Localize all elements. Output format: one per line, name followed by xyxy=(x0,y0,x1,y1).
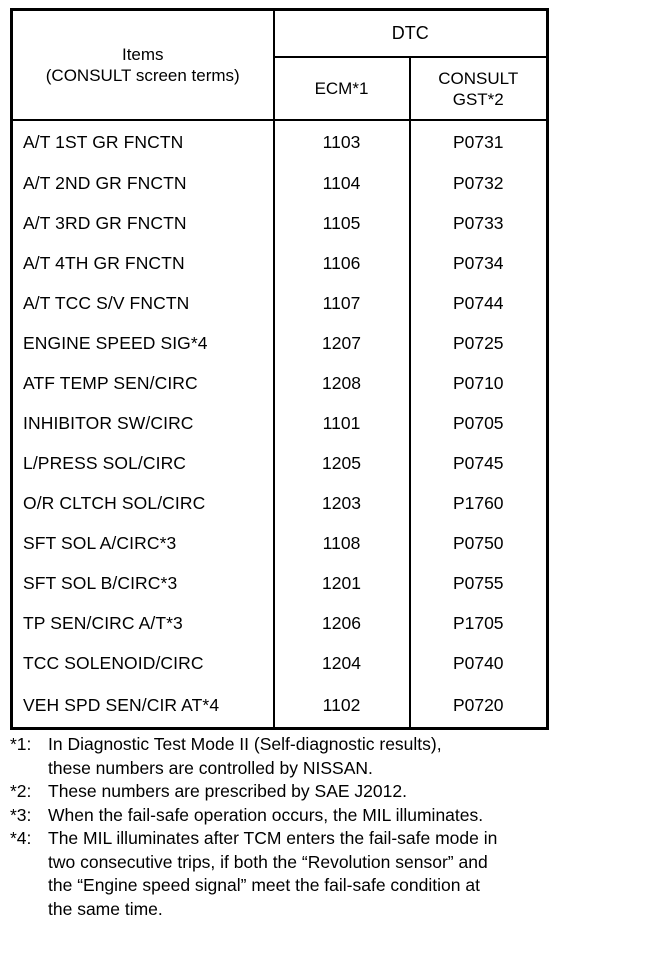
footnote-line: the “Engine speed signal” meet the fail-safe condition at xyxy=(48,875,480,895)
table-row xyxy=(12,643,548,683)
item-cell: TCC SOLENOID/CIRC xyxy=(12,643,274,683)
gst-cell: P1705 xyxy=(410,603,548,643)
item-cell: A/T 2ND GR FNCTN xyxy=(12,163,274,203)
table-row xyxy=(12,323,548,363)
table-row xyxy=(12,120,548,163)
footnote-mark: *1: xyxy=(10,734,32,754)
table-row xyxy=(12,203,548,243)
table-row xyxy=(12,283,548,323)
header-dtc: DTC xyxy=(274,10,548,58)
gst-cell: P0733 xyxy=(410,203,548,243)
footnote-mark: *2: xyxy=(10,781,32,801)
ecm-cell: 1208 xyxy=(274,363,410,403)
footnote-text xyxy=(48,804,670,828)
item-cell: ATF TEMP SEN/CIRC xyxy=(12,363,274,403)
footnote xyxy=(10,827,670,921)
item-cell: A/T 4TH GR FNCTN xyxy=(12,243,274,283)
header-consult-line2: GST*2 xyxy=(452,89,504,109)
gst-cell: P0745 xyxy=(410,443,548,483)
item-cell: A/T 3RD GR FNCTN xyxy=(12,203,274,243)
table-row xyxy=(12,523,548,563)
ecm-cell: 1101 xyxy=(274,403,410,443)
gst-cell: P0755 xyxy=(410,563,548,603)
footnote-mark: *3: xyxy=(10,804,32,825)
gst-cell: P0720 xyxy=(410,683,548,729)
item-cell: O/R CLTCH SOL/CIRC xyxy=(12,483,274,523)
table-body xyxy=(12,120,548,729)
ecm-cell: 1207 xyxy=(274,323,410,363)
ecm-cell: 1203 xyxy=(274,483,410,523)
item-cell: SFT SOL B/CIRC*3 xyxy=(12,563,274,603)
footnote-line: the same time. xyxy=(48,898,163,919)
header-ecm: ECM*1 xyxy=(274,57,410,120)
item-cell: A/T 1ST GR FNCTN xyxy=(12,120,274,163)
item-cell: TP SEN/CIRC A/T*3 xyxy=(12,603,274,643)
table-row xyxy=(12,563,548,603)
footnote-mark: *4: xyxy=(10,828,32,848)
footnote-line: two consecutive trips, if both the “Revolution sensor” and xyxy=(48,851,488,872)
footnote xyxy=(10,804,670,828)
item-cell: SFT SOL A/CIRC*3 xyxy=(12,523,274,563)
gst-cell: P0750 xyxy=(410,523,548,563)
table-row xyxy=(12,243,548,283)
ecm-cell: 1204 xyxy=(274,643,410,683)
ecm-cell: 1103 xyxy=(274,120,410,163)
table-row xyxy=(12,363,548,403)
ecm-cell: 1106 xyxy=(274,243,410,283)
item-cell: INHIBITOR SW/CIRC xyxy=(12,403,274,443)
item-cell: L/PRESS SOL/CIRC xyxy=(12,443,274,483)
footnote-line: When the fail-safe operation occurs, the MIL illuminates. xyxy=(48,804,484,825)
table-row xyxy=(12,443,548,483)
footnotes xyxy=(10,733,670,921)
footnote-text xyxy=(48,827,670,921)
header-consult-line1: CONSULT xyxy=(438,68,519,88)
table-row xyxy=(12,163,548,203)
item-cell: ENGINE SPEED SIG*4 xyxy=(12,323,274,363)
footnote xyxy=(10,780,670,804)
gst-cell: P1760 xyxy=(410,483,548,523)
table-row xyxy=(12,603,548,643)
gst-cell: P0710 xyxy=(410,363,548,403)
table-row xyxy=(12,683,548,729)
gst-cell: P0740 xyxy=(410,643,548,683)
footnote-line: The MIL illuminates after TCM enters the fail-safe mode in xyxy=(48,828,498,848)
gst-cell: P0725 xyxy=(410,323,548,363)
dtc-table xyxy=(10,8,549,730)
header-items-title: Items xyxy=(121,45,164,64)
ecm-cell: 1108 xyxy=(274,523,410,563)
footnote-line: These numbers are prescribed by SAE J2012. xyxy=(48,781,407,801)
footnote-line: these numbers are controlled by NISSAN. xyxy=(48,757,373,778)
ecm-cell: 1201 xyxy=(274,563,410,603)
gst-cell: P0732 xyxy=(410,163,548,203)
ecm-cell: 1102 xyxy=(274,683,410,729)
table-row xyxy=(12,483,548,523)
ecm-cell: 1206 xyxy=(274,603,410,643)
table-row xyxy=(12,403,548,443)
ecm-cell: 1205 xyxy=(274,443,410,483)
header-items xyxy=(12,10,274,121)
footnote-text xyxy=(48,780,670,804)
footnote-text xyxy=(48,733,670,780)
ecm-cell: 1107 xyxy=(274,283,410,323)
footnote-line: In Diagnostic Test Mode II (Self-diagnostic results), xyxy=(48,734,442,754)
table-header xyxy=(12,10,548,121)
gst-cell: P0731 xyxy=(410,120,548,163)
header-items-subtitle: (CONSULT screen terms) xyxy=(45,66,240,85)
header-consult-gst xyxy=(410,57,548,120)
ecm-cell: 1105 xyxy=(274,203,410,243)
item-cell: VEH SPD SEN/CIR AT*4 xyxy=(12,683,274,729)
item-cell: A/T TCC S/V FNCTN xyxy=(12,283,274,323)
footnote xyxy=(10,733,670,780)
ecm-cell: 1104 xyxy=(274,163,410,203)
gst-cell: P0734 xyxy=(410,243,548,283)
gst-cell: P0744 xyxy=(410,283,548,323)
gst-cell: P0705 xyxy=(410,403,548,443)
